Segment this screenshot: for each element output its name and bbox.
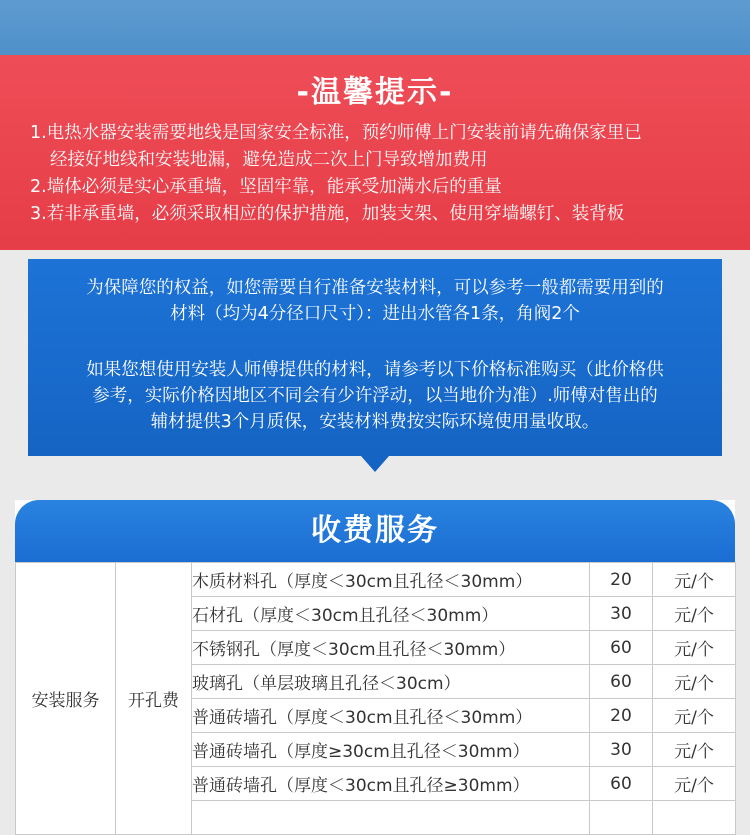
tip-line-3: 3.若非承重墙，必须采取相应的保护措施，加装支架、使用穿墙螺钉、装背板 [30, 204, 625, 224]
unit-cell: 元/个 [653, 597, 736, 631]
table-row [16, 563, 736, 597]
price-cell: 60 [590, 631, 653, 665]
item-cell: 普通砖墙孔（厚度≥30cm且孔径＜30mm） [192, 733, 590, 767]
unit-cell: 元/个 [653, 733, 736, 767]
price-cell: 20 [590, 563, 653, 597]
fee-table [15, 562, 736, 835]
warm-tips-section [0, 55, 750, 250]
unit-cell: 元/个 [653, 631, 736, 665]
item-cell-cut-off [192, 801, 590, 835]
price-cell: 30 [590, 597, 653, 631]
price-cell: 20 [590, 699, 653, 733]
item-cell: 玻璃孔（单层玻璃且孔径＜30cm） [192, 665, 590, 699]
top-banner-strip [0, 0, 750, 55]
fee-service-title: 收费服务 [311, 513, 439, 548]
unit-cell-cut-off [653, 801, 736, 835]
item-cell: 普通砖墙孔（厚度＜30cm且孔径≥30mm） [192, 767, 590, 801]
service-category-cell: 安装服务 [16, 563, 116, 835]
notice-line-2: 材料（均为4分径口尺寸）：进出水管各1条，角阀2个 [170, 304, 580, 324]
fee-service-header [15, 500, 735, 562]
unit-cell: 元/个 [653, 665, 736, 699]
unit-cell: 元/个 [653, 699, 736, 733]
service-subcategory-cell: 开孔费 [116, 563, 192, 835]
notice-line-1: 为保障您的权益，如您需要自行准备安装材料，可以参考一般都需要用到的 [86, 278, 664, 298]
notice-line-4: 参考，实际价格因地区不同会有少许浮动，以当地价为准）.师傅对售出的 [92, 386, 658, 406]
notice-line-5: 辅材提供3个月质保，安装材料费按实际环境使用量收取。 [150, 412, 600, 432]
tip-line-1-continued: 经接好地线和安装地漏，避免造成二次上门导致增加费用 [50, 150, 488, 170]
item-cell: 木质材料孔（厚度＜30cm且孔径＜30mm） [192, 563, 590, 597]
tip-line-2: 2.墙体必须是实心承重墙，坚固牢靠，能承受加满水后的重量 [30, 177, 502, 197]
notice-line-3: 如果您想使用安装人师傅提供的材料，请参考以下价格标准购买（此价格供 [86, 360, 664, 380]
item-cell: 石材孔（厚度＜30cm且孔径＜30mm） [192, 597, 590, 631]
warm-tips-title: -温馨提示- [296, 75, 454, 110]
item-cell: 普通砖墙孔（厚度＜30cm且孔径＜30mm） [192, 699, 590, 733]
tip-line-1: 1.电热水器安装需要地线是国家安全标准，预约师傅上门安装前请先确保家里已 [30, 123, 642, 143]
item-cell: 不锈钢孔（厚度＜30cm且孔径＜30mm） [192, 631, 590, 665]
unit-cell: 元/个 [653, 767, 736, 801]
unit-cell: 元/个 [653, 563, 736, 597]
materials-notice-box [28, 259, 722, 456]
price-cell-cut-off [590, 801, 653, 835]
price-cell: 60 [590, 665, 653, 699]
price-cell: 60 [590, 767, 653, 801]
price-cell: 30 [590, 733, 653, 767]
